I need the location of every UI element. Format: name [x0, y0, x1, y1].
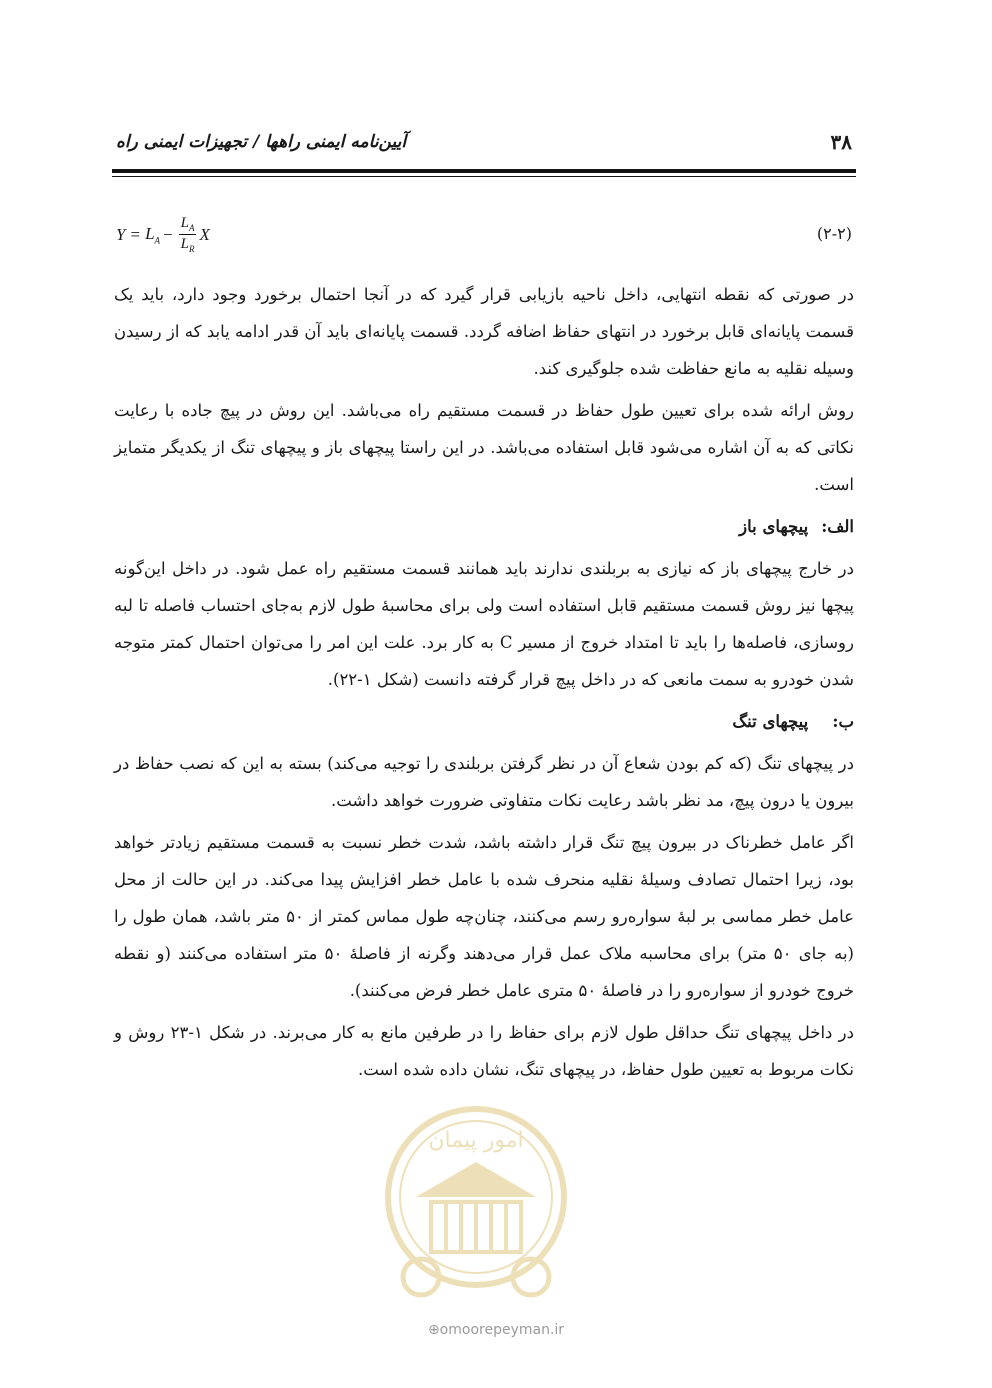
header-rule-thick	[112, 169, 856, 173]
eq-la: $L_A$	[145, 223, 161, 246]
body-text	[114, 276, 854, 1093]
watermark-url: ⊕omoorepeyman.ir	[427, 1322, 565, 1338]
equation-number: (۲-۲)	[816, 224, 852, 243]
running-title: آیین‌نامه ایمنی راهها / تجهیزات ایمنی راه	[116, 132, 407, 152]
section-b-paragraph-1: در پیچهای تنگ (که کم بودن شعاع آن در نظر گرفتن بربلندی را توجیه می‌کند) بسته به این که نصب حفاظ در بیرون یا درون پیچ، مد نظر باشد رعایت نکات متفاوتی ضرورت خواهد داشت.	[114, 754, 854, 810]
eq-frac-numerator: $L_A$	[180, 215, 195, 233]
watermark-logo-text: امور پیمان	[428, 1128, 524, 1153]
section-a-text: در خارج پیچهای باز که نیازی به بربلندی ندارند باید همانند قسمت مستقیم راه عمل شود. در داخل این‌گونه پیچها نیز روش قسمت مستقیم قابل استفاده است ولی برای محاسبهٔ طول لازم به‌جای احتساب فاصله تا لبه روسازی، فاصله‌ها را باید تا امتداد خروج از مسیر C به کار برد. علت این امر را می‌توان احتمال کمتر متوجه شدن خودرو به سمت مانعی که در داخل پیچ قرار گرفته دانست (شکل ۱-۲۲).	[114, 559, 854, 689]
section-a-label: الف:	[821, 517, 854, 536]
globe-icon: ⊕	[427, 1322, 440, 1338]
section-b-paragraph-3: در داخل پیچهای تنگ حداقل طول لازم برای حفاظ را در طرفین مانع به کار می‌برند. در شکل ۱-۲۳ روش و نکات مربوط به تعیین طول حفاظ، در پیچهای تنگ، نشان داده شده است.	[114, 1023, 854, 1079]
eq-fraction	[179, 215, 197, 254]
paragraph-2: روش ارائه شده برای تعیین طول حفاظ در قسمت مستقیم راه می‌باشد. این روش در پیچ جاده با رعایت نکاتی که به آن اشاره می‌شود قابل استفاده می‌باشد. در این راستا پیچهای باز و پیچهای تنگ از یکدیگر متمایز است.	[114, 401, 855, 494]
eq-lhs: Y	[116, 224, 126, 244]
eq-x: X	[199, 224, 210, 244]
section-b-label: ب:	[832, 712, 854, 731]
eq-equals: =	[130, 224, 141, 244]
section-b-paragraph-2: اگر عامل خطرناک در بیرون پیچ تنگ قرار داشته باشد، شدت خطر نسبت به قسمت مستقیم زیادتر خواهد بود، زیرا احتمال تصادف وسیلهٔ نقلیه منحرف شده با عامل خطر افزایش پیدا می‌کند. در این حالت از محل عامل خطر مماسی بر لبهٔ سواره‌رو رسم می‌کنند، چنان‌چه طول مماس کمتر از ۵۰ متر باشد، همان طول را (به جای ۵۰ متر) برای محاسبه ملاک عمل قرار می‌دهند وگرنه از فاصلهٔ ۵۰ متر استفاده می‌کنند (و نقطه خروج خودرو از سواره‌رو را در فاصلهٔ ۵۰ متری عامل خطر فرض می‌کنند).	[114, 833, 854, 1000]
section-b-title: پیچهای تنگ	[732, 712, 809, 731]
section-a-heading	[114, 508, 854, 545]
watermark-logo	[376, 1102, 576, 1312]
eq-minus: −	[163, 224, 173, 244]
header-rule-thin	[112, 176, 856, 177]
section-a-title: پیچهای باز	[739, 517, 809, 536]
page-header	[116, 130, 852, 158]
eq-frac-denominator: $L_R$	[180, 236, 195, 254]
equation	[116, 215, 210, 254]
section-b-heading	[114, 703, 854, 740]
paragraph-1: در صورتی که نقطه انتهایی، داخل ناحیه بازیابی قرار گیرد که در آنجا احتمال برخورد وجود دارد، باید یک قسمت پایانه‌ای قابل برخورد در انتهای حفاظ اضافه گردد. قسمت پایانه‌ای باید آن قدر ادامه یابد که از رسیدن وسیله نقلیه به مانع حفاظت شده جلوگیری کند.	[114, 285, 854, 378]
page-number: ۳۸	[830, 130, 852, 154]
